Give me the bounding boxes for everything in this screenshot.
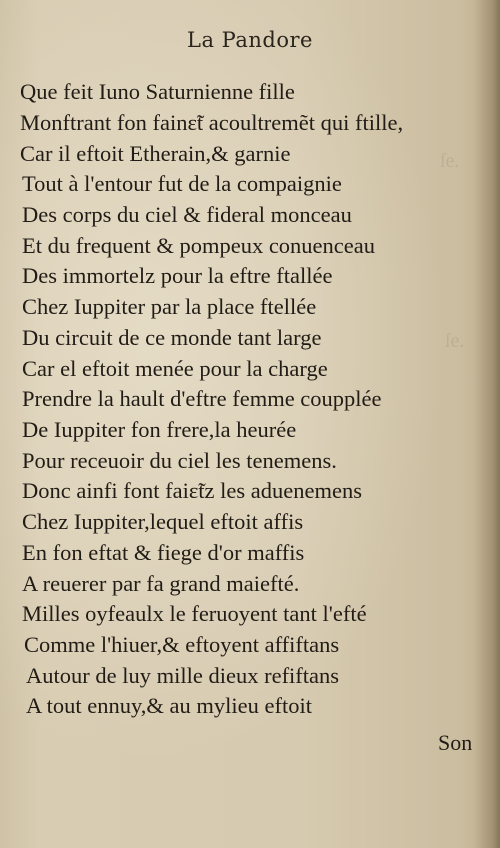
verse-line: Milles oyfeaulx le feruoyent tant l'efté <box>22 601 367 626</box>
verse-line: A reuerer par fa grand maiefté. <box>22 571 300 596</box>
verse-line: Comme l'hiuer,& eftoyent affiftans <box>24 632 340 657</box>
verse-line: Car il eftoit Etherain,& garnie <box>20 141 291 166</box>
running-header: La Pandore <box>187 28 313 52</box>
verse-line: Monftrant fon fainɛ̃t acoultremẽt qui ftille, <box>20 110 404 135</box>
verse-line: Chez Iuppiter par la place ftellée <box>22 294 317 319</box>
catchword: Son <box>438 730 473 755</box>
verse-line: A tout ennuy,& au mylieu eftoit <box>26 693 312 718</box>
verse-line: Et du frequent & pompeux conuenceau <box>22 233 376 258</box>
verse-line: Car el eftoit menée pour la charge <box>22 356 328 381</box>
show-through-text: ſe. <box>445 330 465 352</box>
verse-line: Que feit Iuno Saturnienne fille <box>20 79 295 104</box>
verse-line: En fon eftat & fiege d'or maffis <box>22 540 305 565</box>
verse-line: Des immortelz pour la eftre ftallée <box>22 263 333 288</box>
verse-line: Tout à l'entour fut de la compaignie <box>22 171 342 196</box>
verse-line: Prendre la hault d'eftre femme coupplée <box>22 386 382 411</box>
verse-line: Des corps du ciel & fideral monceau <box>22 202 352 227</box>
verse-line: De Iuppiter fon frere,la heurée <box>22 417 297 442</box>
verse-line: Pour receuoir du ciel les tenemens. <box>22 448 337 473</box>
verse-line: Autour de luy mille dieux refiftans <box>26 663 340 688</box>
verse-line: Chez Iuppiter,lequel eftoit affis <box>22 509 304 534</box>
show-through-text: ſe. <box>440 150 460 172</box>
verse-line: Du circuit de ce monde tant large <box>22 325 322 350</box>
verse-line: Donc ainfi font faiɛ̃tz les aduenemens <box>22 478 362 503</box>
page-edge-shadow <box>474 0 500 848</box>
